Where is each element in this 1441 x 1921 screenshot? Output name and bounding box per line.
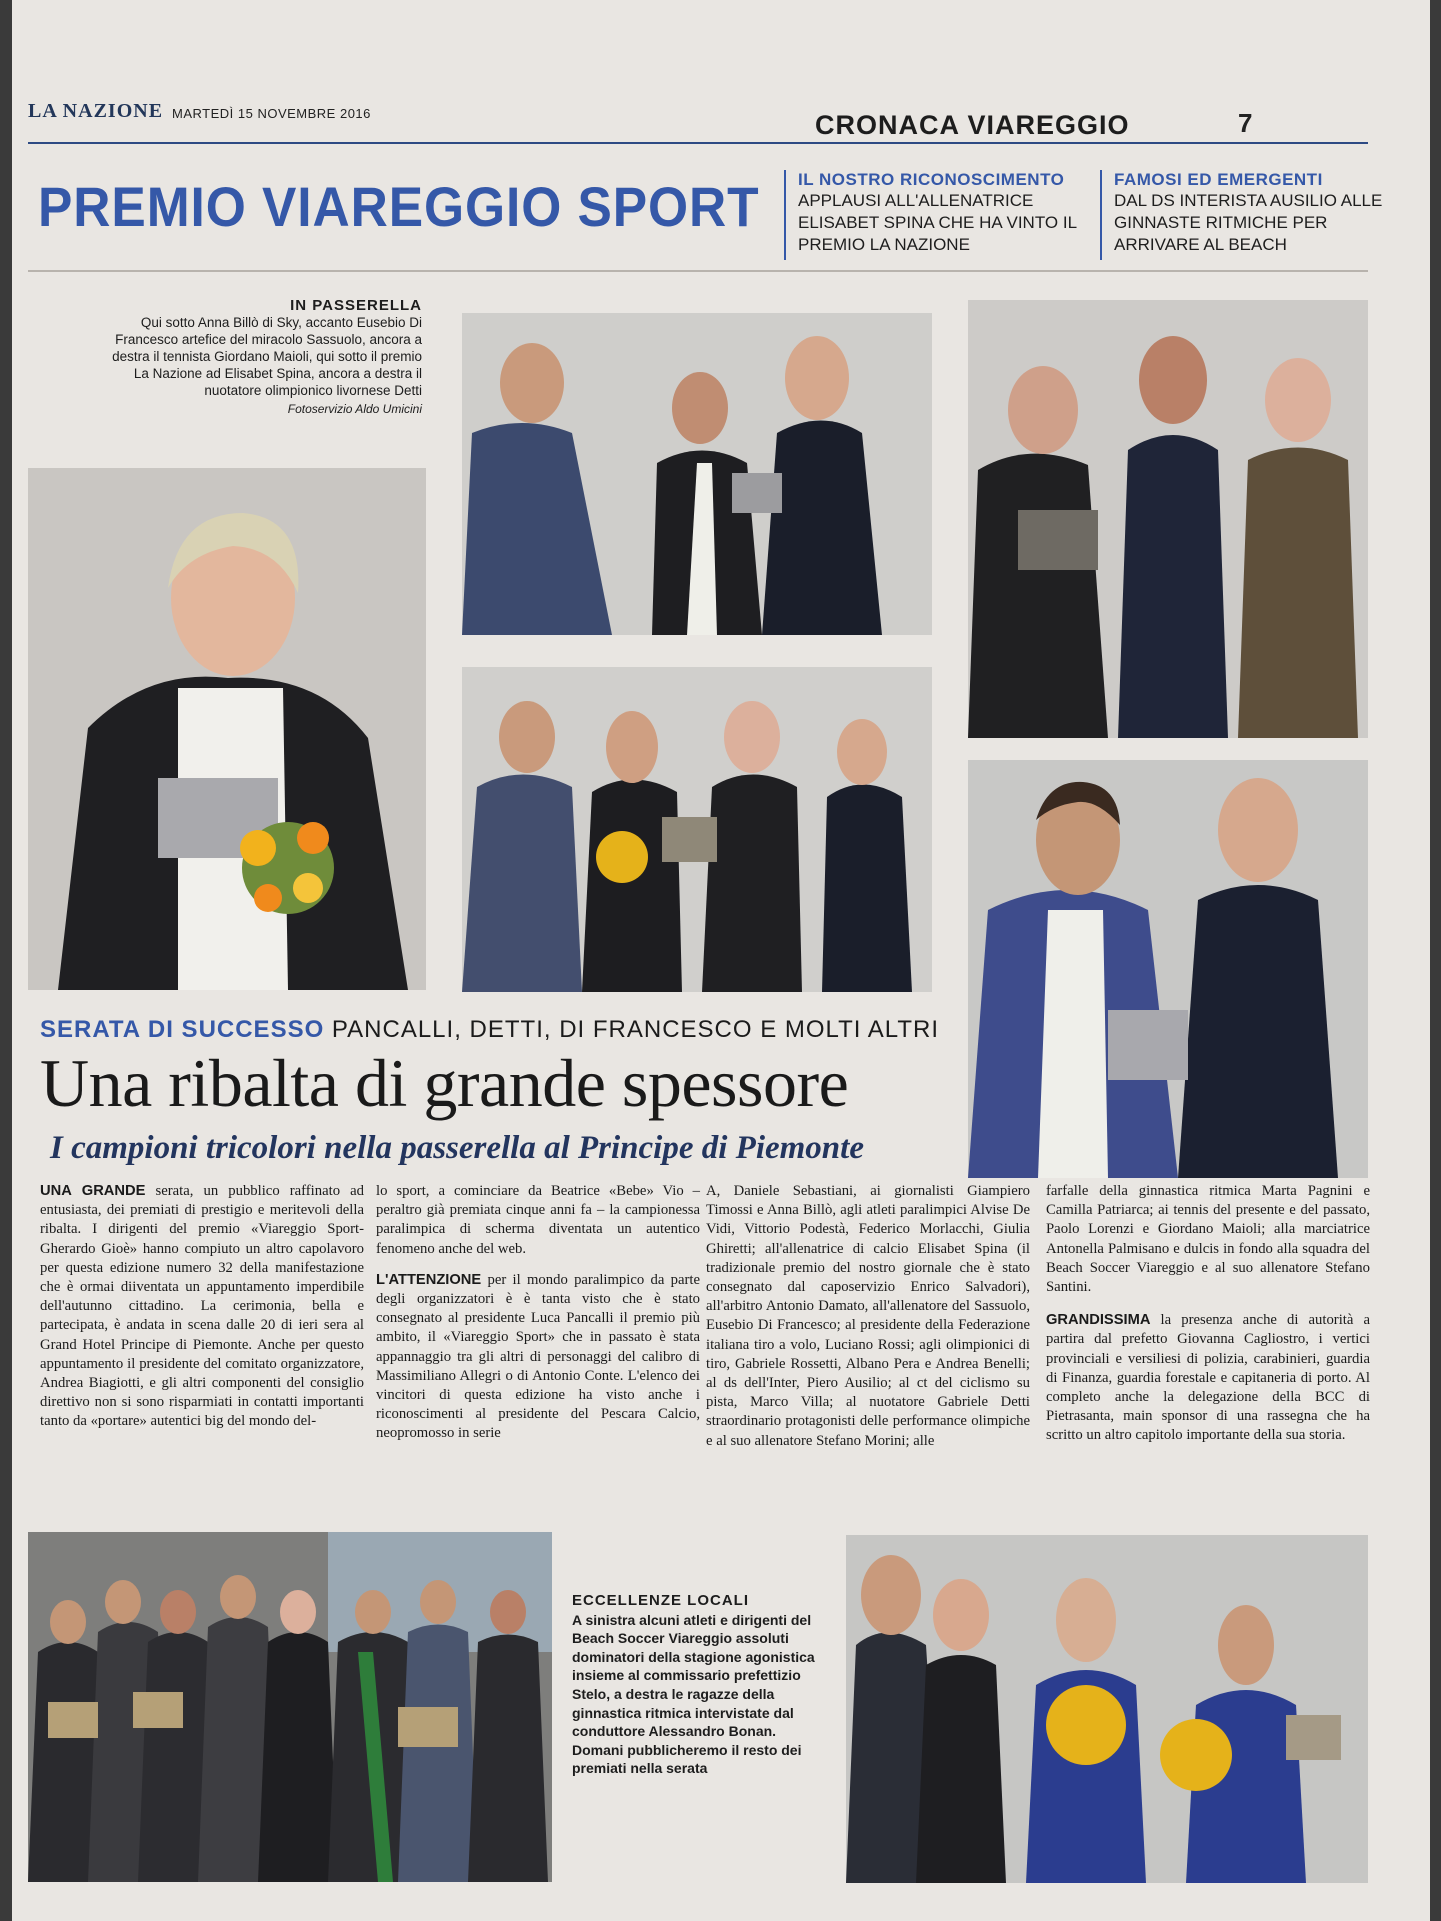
column-text: lo sport, a cominciare da Beatrice «Bebe» Vio – peraltro già premiata cinque anni fa – la campionessa paralimpica di scherma diventata un autentico fenomeno anche del web. — [376, 1183, 700, 1257]
caption-kicker: ECCELLENZE LOCALI — [572, 1592, 749, 1609]
photo-award-ceremony-3 — [462, 667, 932, 992]
article-column-1 — [40, 1182, 364, 1432]
photo-credit: Fotoservizio Aldo Umicini — [287, 402, 422, 416]
photo-award-ceremony-2 — [968, 300, 1368, 738]
photo-award-ceremony-1 — [462, 313, 932, 635]
issue-date: MARTEDÌ 15 NOVEMBRE 2016 — [172, 106, 371, 121]
column-text: A, Daniele Sebastiani, ai giornalisti Giampiero Timossi e Anna Billò, agli atleti paralimpici Alvise De Vidi, Vittorio Podestà, Federico Morlacchi, Giulia Ghiretti; all'allenatrice di calcio Elisabet Spina (il tradizionale premio del nostro giornale che è stato consegnato dal caposervizio Enrico Salvadori), all'arbitro Antonio Damato, all'allenatore del Sassuolo, Eusebio Di Francesco; al presidente della Federazione italiana tiro a volo, Luciano Rossi; agli olimpionici di tiro, Gabriele Rossetti, Albano Pera e Andrea Benelli; al ds dell'Inter, Piero Ausilio; al ct del ciclismo su pista, Marco Villa; al nuotatore Gabriele Detti straordinario protagonisti delle performance olimpiche e al suo allenatore Stefano Morini; alle — [706, 1183, 1030, 1449]
lead-in: GRANDISSIMA — [1046, 1312, 1151, 1329]
photo-caption — [572, 1592, 822, 1778]
caption-kicker: IN PASSERELLA — [290, 297, 422, 314]
teaser-box-1 — [784, 170, 1098, 260]
teaser-text: APPLAUSI ALL'ALLENATRICE ELISABET SPINA CHE HA VINTO IL PREMIO LA NAZIONE — [798, 191, 1077, 254]
kicker-highlight: SERATA DI SUCCESSO — [40, 1016, 325, 1043]
teaser-box-2 — [1100, 170, 1384, 260]
caption-text: A sinistra alcuni atleti e dirigenti del Beach Soccer Viareggio assoluti dominatori della stagione agonistica insieme al commissario prefettizio Stelo, a destra le ragazze della ginnastica ritmica intervistate dal conduttore Alessandro Bonan. Domani pubblicheremo il resto dei premiati nella serata — [572, 1611, 815, 1777]
banner-title: PREMIO VIAREGGIO SPORT — [38, 175, 760, 238]
divider — [28, 270, 1368, 272]
article-column-2 — [376, 1182, 700, 1444]
article-column-4 — [1046, 1182, 1370, 1446]
photo-beach-soccer-team — [28, 1532, 552, 1882]
teaser-kicker: FAMOSI ED EMERGENTI — [1114, 170, 1323, 189]
column-text: per il mondo paralimpico da parte degli organizzatori è è tanta visto che è stato consegnato al presidente Luca Pancalli il premio più ambito, il «Viareggio Sport» che in passato è stata appannaggio tra gli altri di personaggi del calibro di Massimiliano Allegri o di Antonio Conte. L'elenco dei vincitori di questa edizione ha visto anche i riconoscimenti al presidente del Pescara Calcio, neopromosso in serie — [376, 1271, 700, 1442]
photo-award-woman — [28, 468, 426, 990]
article-kicker — [40, 1016, 939, 1044]
article-column-3 — [706, 1182, 1030, 1451]
lead-in: UNA GRANDE — [40, 1183, 146, 1199]
section-heading: CRONACA VIAREGGIO — [815, 110, 1130, 140]
photo-caption — [102, 297, 422, 418]
column-text: farfalle della ginnastica ritmica Marta Pagnini e Camilla Patriarca; ai tennis del presente e del passato, Paolo Lorenzi e Giordano Maioli; alla marciatrice Antonella Palmisano e dulcis in fondo alla squadra del Beach Soccer Viareggio e al suo allenatore Stefano Santini. — [1046, 1183, 1370, 1296]
article-subhead: I campioni tricolori nella passerella al Principe di Piemonte — [50, 1130, 864, 1166]
teaser-kicker: IL NOSTRO RICONOSCIMENTO — [798, 170, 1065, 189]
lead-in: L'ATTENZIONE — [376, 1271, 482, 1288]
page-number: 7 — [1238, 108, 1253, 138]
column-text: la presenza anche di autorità a partira dal prefetto Giovanna Cagliostro, i vertici provinciali e versiliesi di polizia, carabinieri, guardia di Finanza, guardia forestale e capitaneria di porto. Al completo anche la delegazione della BCC di Pietrasanta, main sponsor di una rassegna che ha scritto un altro capitolo importante della sua storia. — [1046, 1312, 1370, 1444]
photo-rhythmic-gymnasts — [846, 1535, 1368, 1883]
newspaper-page — [12, 0, 1430, 1921]
column-text: serata, un pubblico raffinato ad entusiasta, dei premiati di prestigio e meritevoli della ribalta. I dirigenti del premio «Viareggio Sport-Gherardo Gioè» hanno compiuto un altro capolavoro per questa edizione numero 32 della manifestazione che è ormai diiventata un appuntamento imperdibile dell'autunno cittadino. La cerimonia, bella e partecipata, è andata in scena dalle 20 di ieri sera al Grand Hotel Principe di Piemonte. Anche per questo appuntamento il presidente del comitato organizzatore, Andrea Biagiotti, e gli altri componenti del consiglio direttivo non si sono risparmiati in contatti importanti tanto da «portare» autentici big del mondo del- — [40, 1183, 364, 1430]
masthead: LA NAZIONE — [28, 100, 164, 122]
teaser-text: DAL DS INTERISTA AUSILIO ALLE GINNASTE RITMICHE PER ARRIVARE AL BEACH — [1114, 191, 1383, 254]
caption-text: Qui sotto Anna Billò di Sky, accanto Eusebio Di Francesco artefice del miracolo Sassuolo, ancora a destra il tennista Giordano Maioli, qui sotto il premio La Nazione ad Elisabet Spina, ancora a destra il nuotatore olimpionico livornese Detti — [112, 315, 422, 398]
article-headline: Una ribalta di grande spessore — [40, 1045, 849, 1121]
divider — [28, 142, 1368, 144]
kicker-rest: PANCALLI, DETTI, DI FRANCESCO E MOLTI ALTRI — [331, 1016, 940, 1043]
banner — [28, 150, 1383, 270]
photo-award-swimmer — [968, 760, 1368, 1178]
